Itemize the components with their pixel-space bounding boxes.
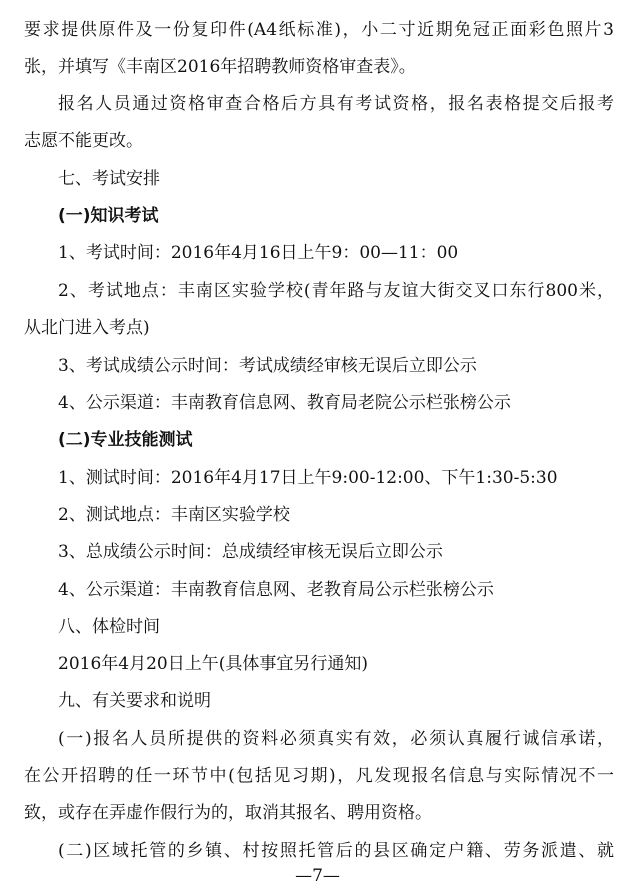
section-heading: 九、有关要求和说明	[58, 691, 211, 711]
list-item: 4、公示渠道：丰南教育信息网、教育局老院公示栏张榜公示	[58, 393, 511, 413]
paragraph-line: (二)区域托管的乡镇、村按照托管后的县区确定户籍、劳务派遣、就	[58, 841, 614, 861]
list-item: 2、测试地点：丰南区实验学校	[58, 505, 290, 525]
list-item: 4、公示渠道：丰南教育信息网、老教育局公示栏张榜公示	[58, 580, 494, 600]
list-item: 3、总成绩公示时间：总成绩经审核无误后立即公示	[58, 542, 443, 562]
list-item: 2、考试地点：丰南区实验学校(青年路与友谊大街交叉口东行800米，	[58, 281, 614, 301]
list-item: 1、测试时间：2016年4月17日上午9:00-12:00、下午1:30-5:30	[58, 468, 558, 488]
paragraph-line: 在公开招聘的任一环节中(包括见习期)，凡发现报名信息与实际情况不一	[24, 766, 614, 786]
paragraph-line: 要求提供原件及一份复印件(A4纸标准)，小二寸近期免冠正面彩色照片3	[24, 20, 614, 40]
section-heading: 八、体检时间	[58, 617, 160, 637]
paragraph-line: 致，或存在弄虚作假行为的，取消其报名、聘用资格。	[24, 803, 432, 823]
paragraph-line: (一)报名人员所提供的资料必须真实有效，必须认真履行诚信承诺，	[58, 729, 614, 749]
subsection-heading: (二)专业技能测试	[58, 430, 193, 450]
paragraph-line: 张，并填写《丰南区2016年招聘教师资格审查表》。	[24, 57, 416, 77]
paragraph-line: 志愿不能更改。	[24, 131, 143, 151]
list-item: 1、考试时间：2016年4月16日上午9：00—11：00	[58, 243, 459, 263]
page-number: —7—	[295, 866, 340, 886]
subsection-heading: (一)知识考试	[58, 206, 159, 226]
section-heading: 七、考试安排	[58, 169, 160, 189]
list-item: 3、考试成绩公示时间：考试成绩经审核无误后立即公示	[58, 356, 477, 376]
paragraph-line: 2016年4月20日上午(具体事宜另行通知)	[58, 654, 368, 674]
paragraph-line: 报名人员通过资格审查合格后方具有考试资格，报名表格提交后报考	[58, 94, 614, 114]
paragraph-line: 从北门进入考点)	[24, 318, 150, 338]
